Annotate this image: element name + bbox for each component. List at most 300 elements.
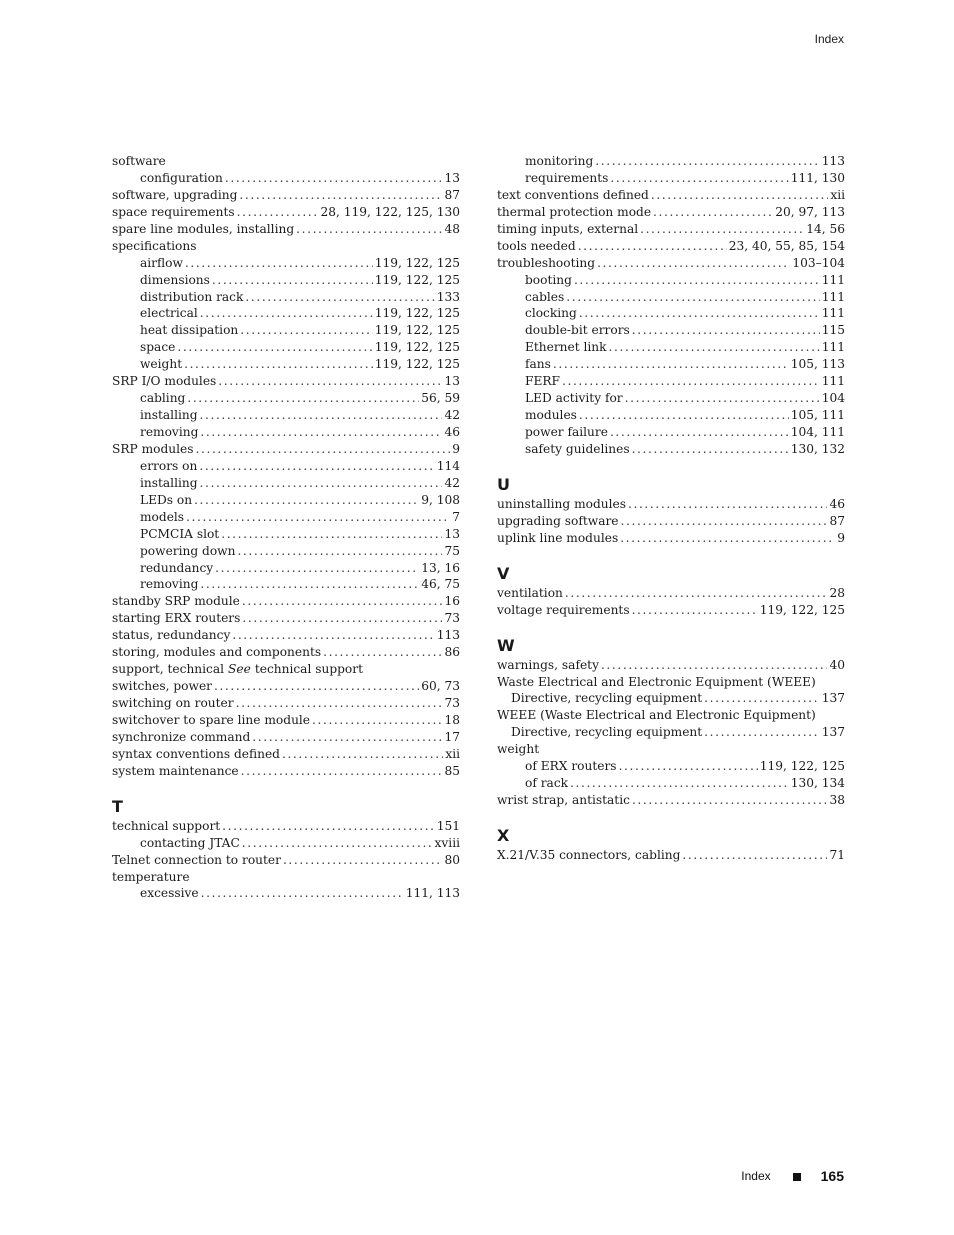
index-subentry xyxy=(497,758,845,775)
index-column-left xyxy=(112,153,460,902)
dot-leader xyxy=(565,585,828,602)
page-references: 111, 130 xyxy=(790,170,845,185)
index-entry xyxy=(112,712,460,729)
index-term: ventilation xyxy=(497,585,563,600)
index-term: cabling xyxy=(140,391,186,406)
index-term: power failure xyxy=(525,425,608,439)
index-term: wrist strap, antistatic xyxy=(497,793,630,808)
index-term: switchover to spare line module xyxy=(112,712,311,727)
dot-leader xyxy=(242,610,442,627)
index-term: thermal protection mode xyxy=(497,204,652,219)
index-subentry xyxy=(112,835,460,852)
index-entry xyxy=(112,818,460,835)
dot-leader xyxy=(194,492,419,509)
index-entry xyxy=(497,238,845,255)
index-term: software, upgrading xyxy=(112,187,238,202)
index-entry xyxy=(112,869,460,886)
page-references: 130, 132 xyxy=(790,441,845,456)
dot-leader xyxy=(252,729,442,746)
index-entry xyxy=(497,690,845,707)
dot-leader xyxy=(200,475,443,492)
page-references: xii xyxy=(445,746,460,761)
page-footer xyxy=(741,1168,844,1184)
page-references: 137 xyxy=(821,725,845,740)
index-entry xyxy=(497,724,845,741)
index-term: configuration xyxy=(140,170,223,185)
dot-leader xyxy=(282,746,443,763)
index-entry xyxy=(112,678,460,695)
dot-leader xyxy=(241,763,443,780)
dot-leader xyxy=(232,627,434,644)
index-term: Directive, recycling equipment xyxy=(511,691,703,706)
page-references: 42 xyxy=(444,408,460,423)
dot-leader xyxy=(579,305,820,322)
dot-leader xyxy=(185,255,373,272)
index-term: space xyxy=(140,340,176,355)
index-term: FERF xyxy=(525,374,560,389)
dot-leader xyxy=(218,373,442,390)
index-letter-heading: W xyxy=(497,635,515,655)
index-term: warnings, safety xyxy=(497,657,599,672)
page-references: 18 xyxy=(444,712,460,727)
index-term: software xyxy=(112,154,166,168)
dot-leader xyxy=(651,187,828,204)
dot-leader xyxy=(237,543,442,560)
page-references: 103–104 xyxy=(792,255,845,270)
page-references: 119, 122, 125 xyxy=(374,340,460,355)
index-letter-heading: T xyxy=(112,796,123,816)
index-subentry xyxy=(112,509,460,526)
dot-leader xyxy=(632,441,789,458)
index-term: troubleshooting xyxy=(497,255,596,270)
index-subentry xyxy=(497,289,845,306)
index-term: cables xyxy=(525,289,565,304)
page-references: 28 xyxy=(829,585,845,600)
index-entry xyxy=(112,644,460,661)
page-references: 119, 122, 125 xyxy=(374,306,460,321)
index-term: switches, power xyxy=(112,679,212,694)
page-references: 137 xyxy=(821,691,845,706)
index-term: airflow xyxy=(140,255,183,270)
index-entry xyxy=(497,187,845,204)
index-entry xyxy=(112,153,460,170)
index-entry xyxy=(112,610,460,627)
page-references: 60, 73 xyxy=(421,679,460,694)
index-term: monitoring xyxy=(525,154,594,168)
index-subentry xyxy=(497,407,845,424)
dot-leader xyxy=(566,289,819,306)
page-number: 165 xyxy=(820,1168,844,1184)
index-subentry xyxy=(497,272,845,289)
page-references: 105, 111 xyxy=(790,408,845,423)
index-term: powering down xyxy=(140,543,236,558)
index-term: SRP I/O modules xyxy=(112,374,217,389)
index-term: heat dissipation xyxy=(140,323,239,338)
dot-leader xyxy=(221,526,442,543)
dot-leader xyxy=(640,221,804,238)
page-references: 87 xyxy=(829,513,845,528)
index-term: dimensions xyxy=(140,272,210,287)
dot-leader xyxy=(632,322,820,339)
page-references: 17 xyxy=(444,729,460,744)
index-term: Directive, recycling equipment xyxy=(511,725,703,740)
index-term: weight xyxy=(497,742,540,757)
page-references: 28, 119, 122, 125, 130 xyxy=(320,204,460,219)
see-reference-target: technical support xyxy=(254,662,363,677)
index-term: SRP modules xyxy=(112,441,194,456)
dot-leader xyxy=(240,322,372,339)
index-subentry xyxy=(112,356,460,373)
page-references: 104, 111 xyxy=(790,425,845,439)
dot-leader xyxy=(283,852,443,869)
index-term: uplink line modules xyxy=(497,530,619,545)
dot-leader xyxy=(619,758,758,775)
dot-leader xyxy=(574,272,820,289)
index-subentry xyxy=(497,373,845,390)
index-term: switching on router xyxy=(112,696,234,710)
page-references: 13 xyxy=(444,170,460,185)
index-term: models xyxy=(140,509,185,524)
index-subentry xyxy=(112,492,460,509)
index-term: technical support xyxy=(112,818,221,833)
index-entry xyxy=(497,602,845,619)
dot-leader xyxy=(237,204,319,221)
index-term: installing xyxy=(140,408,198,423)
page-references: 113 xyxy=(436,628,460,643)
index-term: X.21/V.35 connectors, cabling xyxy=(497,848,681,862)
dot-leader xyxy=(312,712,442,729)
page-references: 46, 75 xyxy=(421,577,460,592)
index-term: temperature xyxy=(112,869,190,884)
page-references: 111 xyxy=(821,374,845,389)
index-subentry xyxy=(112,458,460,475)
page-references: 130, 134 xyxy=(790,776,845,791)
index-entry xyxy=(112,373,460,390)
index-term: timing inputs, external xyxy=(497,221,639,236)
index-subentry xyxy=(112,885,460,902)
dot-leader xyxy=(632,792,828,809)
index-term: safety guidelines xyxy=(525,441,630,456)
dot-leader xyxy=(187,390,419,407)
index-entry xyxy=(112,238,460,255)
index-term: LEDs on xyxy=(140,492,193,507)
page-references: 104 xyxy=(821,391,845,406)
dot-leader xyxy=(704,690,820,707)
dot-leader xyxy=(200,576,419,593)
page-references: 87 xyxy=(444,187,460,202)
page-references: 151 xyxy=(436,818,460,833)
index-subentry xyxy=(112,543,460,560)
index-term: upgrading software xyxy=(497,513,619,528)
index-subentry xyxy=(112,170,460,187)
dot-leader xyxy=(632,602,758,619)
index-letter-heading: V xyxy=(497,563,510,583)
dot-leader xyxy=(595,153,819,170)
index-term: starting ERX routers xyxy=(112,611,241,626)
index-entry xyxy=(112,852,460,869)
page-references: 13 xyxy=(444,526,460,541)
index-entry xyxy=(497,707,845,724)
page-references: 119, 122, 125 xyxy=(759,759,845,774)
index-entry xyxy=(112,729,460,746)
footer-square-icon xyxy=(793,1173,801,1181)
index-subentry xyxy=(112,390,460,407)
index-entry xyxy=(112,763,460,780)
index-letter-heading: X xyxy=(497,826,510,845)
page-references: 9, 108 xyxy=(421,492,460,507)
index-entry xyxy=(497,674,845,691)
index-subentry xyxy=(497,390,845,407)
index-subentry xyxy=(497,775,845,792)
index-entry xyxy=(497,792,845,809)
index-entry xyxy=(497,221,845,238)
index-term: fans xyxy=(525,357,551,372)
index-subentry xyxy=(112,526,460,543)
dot-leader xyxy=(653,204,773,221)
dot-leader xyxy=(196,441,451,458)
page-references: 111 xyxy=(821,272,845,287)
index-entry xyxy=(112,661,460,678)
dot-leader xyxy=(597,255,790,272)
index-subentry xyxy=(497,305,845,322)
page-references: 73 xyxy=(444,611,460,626)
page-references: 40 xyxy=(829,657,845,672)
index-term: system maintenance xyxy=(112,763,239,778)
dot-leader xyxy=(200,424,442,441)
index-term: synchronize command xyxy=(112,729,251,744)
page-references: xii xyxy=(830,187,845,202)
index-term: storing, modules and components xyxy=(112,645,322,660)
index-subentry xyxy=(112,305,460,322)
index-entry xyxy=(112,221,460,238)
index-term: modules xyxy=(525,408,577,423)
dot-leader xyxy=(704,724,820,741)
dot-leader xyxy=(212,272,373,289)
page-references: 119, 122, 125 xyxy=(759,602,845,617)
index-letter-heading: U xyxy=(497,474,510,494)
see-reference-label: See xyxy=(228,662,251,677)
page-references: 48 xyxy=(444,221,460,236)
page-references: 14, 56 xyxy=(806,221,845,236)
dot-leader xyxy=(553,356,789,373)
index-subentry xyxy=(112,475,460,492)
page-references: 7 xyxy=(452,509,460,524)
index-term: voltage requirements xyxy=(497,602,630,617)
index-term: spare line modules, installing xyxy=(112,221,295,236)
page-references: 111 xyxy=(821,340,845,355)
dot-leader xyxy=(570,775,789,792)
index-entry xyxy=(112,441,460,458)
index-subentry xyxy=(112,272,460,289)
index-term: space requirements xyxy=(112,204,235,219)
index-term: PCMCIA slot xyxy=(140,526,220,541)
dot-leader xyxy=(201,885,404,902)
page-references: 42 xyxy=(444,475,460,490)
dot-leader xyxy=(200,305,373,322)
index-column-right xyxy=(497,153,845,864)
page-references: 73 xyxy=(444,696,460,710)
page-references: 111 xyxy=(821,306,845,321)
dot-leader xyxy=(245,289,434,306)
index-entry xyxy=(112,695,460,712)
index-term: weight xyxy=(140,357,183,372)
page-references: 80 xyxy=(444,852,460,867)
page-references: 20, 97, 113 xyxy=(775,204,845,219)
dot-leader xyxy=(177,339,372,356)
index-subentry xyxy=(112,255,460,272)
dot-leader xyxy=(214,678,419,695)
index-term: electrical xyxy=(140,306,198,321)
index-subentry xyxy=(112,339,460,356)
index-entry xyxy=(497,513,845,530)
dot-leader xyxy=(323,644,442,661)
index-entry xyxy=(497,741,845,758)
page-references: 111 xyxy=(821,289,845,304)
index-subentry xyxy=(497,356,845,373)
dot-leader xyxy=(620,530,835,547)
index-subentry xyxy=(497,441,845,458)
index-term: text conventions defined xyxy=(497,187,649,202)
index-term: uninstalling modules xyxy=(497,496,626,511)
dot-leader xyxy=(215,560,419,577)
index-term: removing xyxy=(140,425,199,439)
dot-leader xyxy=(562,373,820,390)
index-term: requirements xyxy=(525,170,609,185)
footer-section-label: Index xyxy=(741,1169,771,1183)
page-references: 111, 113 xyxy=(405,886,460,901)
dot-leader xyxy=(199,458,434,475)
index-entry xyxy=(112,627,460,644)
index-term: standby SRP module xyxy=(112,594,240,609)
index-subentry xyxy=(497,339,845,356)
index-subentry xyxy=(112,424,460,441)
index-term: installing xyxy=(140,475,198,490)
page-references: 119, 122, 125 xyxy=(374,323,460,338)
dot-leader xyxy=(296,221,442,238)
page-references: 23, 40, 55, 85, 154 xyxy=(728,238,845,253)
dot-leader xyxy=(625,390,820,407)
page-references: 119, 122, 125 xyxy=(374,357,460,372)
page-references: 115 xyxy=(821,323,845,338)
dot-leader xyxy=(579,407,789,424)
index-entry xyxy=(112,746,460,763)
index-term: Telnet connection to router xyxy=(112,852,281,867)
dot-leader xyxy=(609,339,820,356)
index-entry xyxy=(497,255,845,272)
dot-leader xyxy=(578,238,727,255)
index-term: errors on xyxy=(140,458,198,473)
index-term: redundancy xyxy=(140,560,214,575)
dot-leader xyxy=(628,496,827,513)
index-entry xyxy=(497,530,845,547)
index-term: clocking xyxy=(525,306,577,321)
index-term: removing xyxy=(140,577,199,592)
page-references: 119, 122, 125 xyxy=(374,255,460,270)
index-term: double-bit errors xyxy=(525,323,630,338)
page-references: 105, 113 xyxy=(790,357,845,372)
index-subentry xyxy=(497,170,845,187)
dot-leader xyxy=(184,356,373,373)
page-references: 119, 122, 125 xyxy=(374,272,460,287)
dot-leader xyxy=(239,187,442,204)
index-term: booting xyxy=(525,272,572,287)
index-entry xyxy=(497,585,845,602)
dot-leader xyxy=(610,424,789,441)
page-references: 56, 59 xyxy=(421,391,460,406)
dot-leader xyxy=(186,509,450,526)
dot-leader xyxy=(236,695,443,712)
index-term: distribution rack xyxy=(140,289,244,304)
dot-leader xyxy=(242,835,433,852)
index-subentry xyxy=(112,407,460,424)
page-references: 13 xyxy=(444,374,460,389)
index-subentry xyxy=(112,576,460,593)
index-term: support, technical xyxy=(112,662,225,677)
page-references: 133 xyxy=(436,289,460,304)
dot-leader xyxy=(621,513,828,530)
index-term: status, redundancy xyxy=(112,628,231,643)
index-term: LED activity for xyxy=(525,391,623,406)
dot-leader xyxy=(601,657,828,674)
dot-leader xyxy=(200,407,443,424)
page-references: 46 xyxy=(829,496,845,511)
page-references: xviii xyxy=(434,835,460,850)
index-entry xyxy=(497,847,845,864)
index-term: of rack xyxy=(525,776,569,791)
dot-leader xyxy=(610,170,788,187)
index-entry xyxy=(112,593,460,610)
index-entry xyxy=(497,657,845,674)
page-references: 46 xyxy=(444,425,460,439)
index-subentry xyxy=(112,322,460,339)
running-header: Index xyxy=(814,32,844,46)
page-references: 113 xyxy=(821,154,845,168)
index-term: WEEE (Waste Electrical and Electronic Equipment) xyxy=(497,708,816,723)
page-references: 9 xyxy=(837,530,845,545)
index-entry xyxy=(497,496,845,513)
index-entry xyxy=(112,187,460,204)
index-term: Waste Electrical and Electronic Equipment (WEEE) xyxy=(497,674,816,689)
page-references: 114 xyxy=(436,458,460,473)
index-term: syntax conventions defined xyxy=(112,746,280,761)
index-subentry xyxy=(112,560,460,577)
page-references: 16 xyxy=(444,594,460,609)
page-references: 9 xyxy=(452,441,460,456)
page-references: 86 xyxy=(444,645,460,660)
index-term: excessive xyxy=(140,886,199,901)
index-subentry xyxy=(497,424,845,441)
dot-leader xyxy=(222,818,435,835)
index-term: tools needed xyxy=(497,238,576,253)
index-term: contacting JTAC xyxy=(140,835,240,850)
index-term: Ethernet link xyxy=(525,340,607,355)
dot-leader xyxy=(682,847,827,864)
index-subentry xyxy=(112,289,460,306)
index-entry xyxy=(497,204,845,221)
page-references: 13, 16 xyxy=(421,560,460,575)
index-entry xyxy=(112,204,460,221)
index-term: of ERX routers xyxy=(525,759,617,774)
page-references: 85 xyxy=(444,763,460,778)
index-term: specifications xyxy=(112,238,197,253)
page-references: 38 xyxy=(829,793,845,808)
page-references: 71 xyxy=(829,848,845,862)
dot-leader xyxy=(225,170,443,187)
index-subentry xyxy=(497,322,845,339)
dot-leader xyxy=(242,593,443,610)
page-references: 75 xyxy=(444,543,460,558)
index-subentry xyxy=(497,153,845,170)
